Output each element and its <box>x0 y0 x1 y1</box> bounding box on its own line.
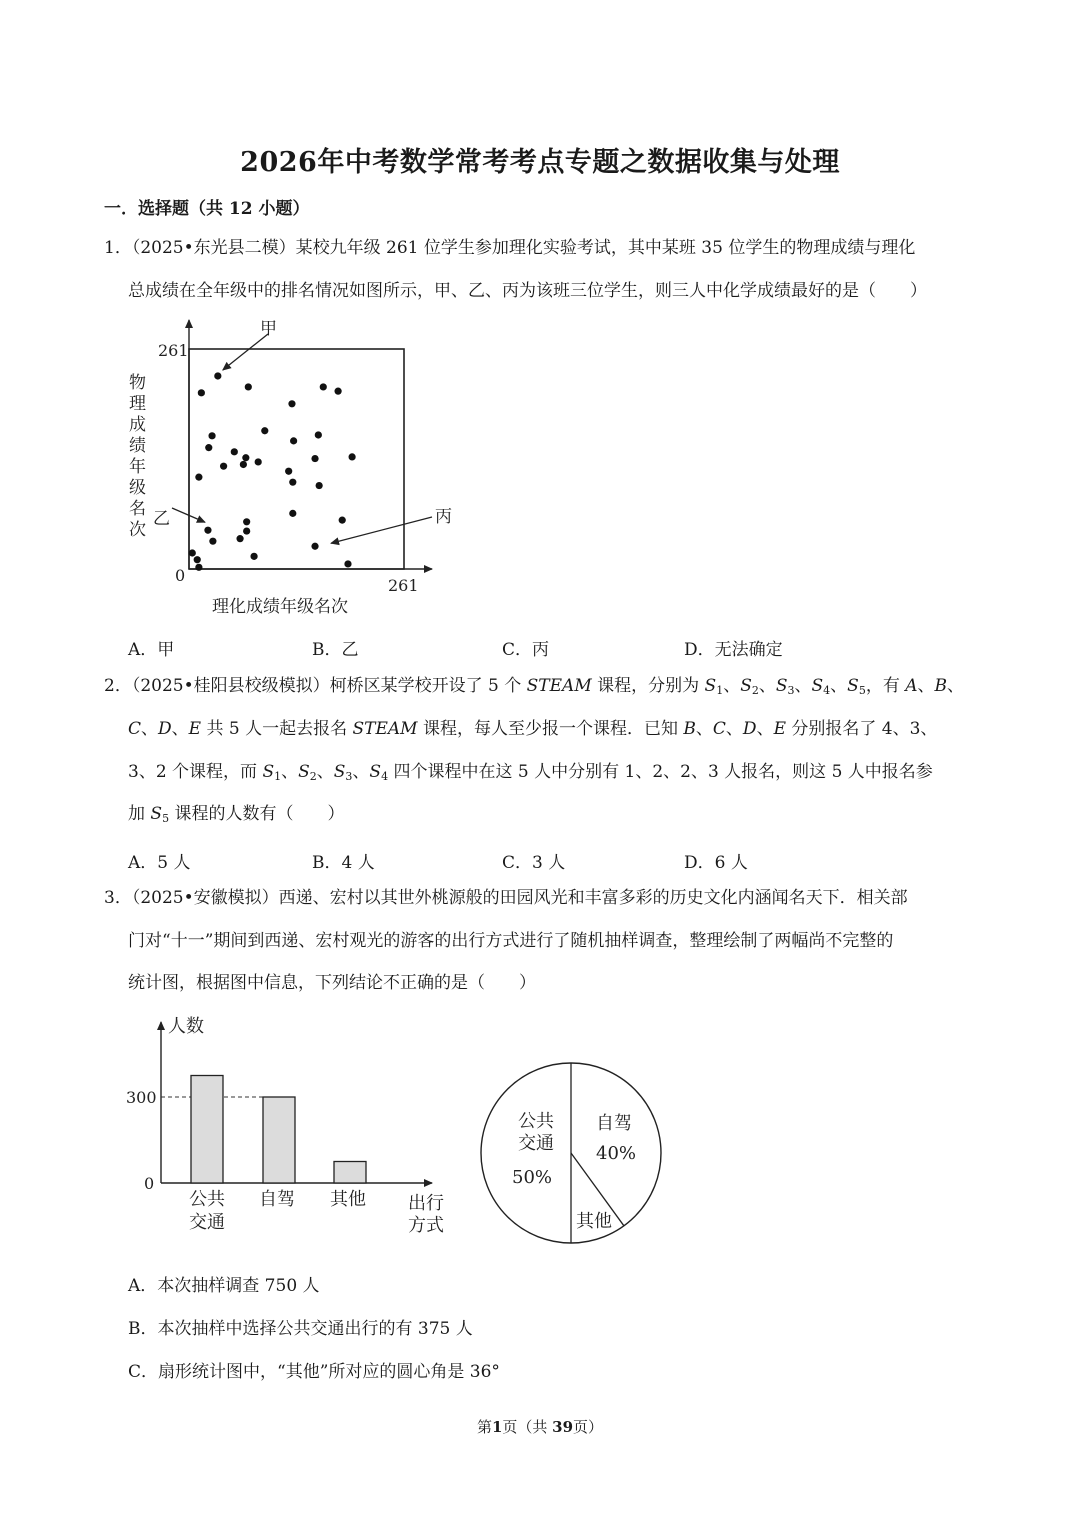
svg-text:年: 年 <box>129 457 146 477</box>
scatter-point <box>311 455 318 462</box>
svg-text:交通: 交通 <box>518 1133 554 1154</box>
scatter-point <box>339 517 346 524</box>
svg-text:人数: 人数 <box>168 1016 204 1037</box>
page-footer: 第1页（共 39页） <box>476 1418 604 1436</box>
current-page: 1 <box>491 1418 503 1436</box>
scatter-point <box>315 431 322 438</box>
scatter-point <box>245 383 252 390</box>
bar-chart-body <box>126 1016 444 1236</box>
question-3-line-1 <box>104 890 908 907</box>
bar-chart <box>120 1010 460 1240</box>
question-2-line-4: 加 $S_5$ 课程的人数有（ ） <box>128 804 345 825</box>
scatter-point <box>195 564 202 571</box>
svg-text:公共: 公共 <box>518 1111 554 1132</box>
question-text: 西递、宏村以其世外桃源般的田园风光和丰富多彩的历史文化内涵闻名天下．相关部 <box>278 888 908 908</box>
scatter-point <box>334 388 341 395</box>
scatter-point <box>250 553 257 560</box>
svg-text:物: 物 <box>129 373 146 393</box>
scatter-point <box>349 453 356 460</box>
svg-text:公共: 公共 <box>189 1189 225 1210</box>
question-number: 2． <box>104 676 132 696</box>
scatter-point <box>285 468 292 475</box>
scatter-point <box>220 463 227 470</box>
scatter-point <box>236 535 243 542</box>
question-text: 柯桥区某学校开设了 5 个 STEAM 课程，分别为 $S_1$、$S_2$、$S_3$、$S_4$、$S_5$，有 A、B、 <box>329 676 965 697</box>
pie-chart <box>470 1055 670 1255</box>
scatter-point <box>320 383 327 390</box>
scatter-point <box>243 518 250 525</box>
scatter-point <box>194 556 201 563</box>
scatter-axes <box>129 320 432 617</box>
bar <box>191 1076 223 1184</box>
question-number: 1． <box>104 238 132 258</box>
svg-text:自驾: 自驾 <box>259 1189 295 1210</box>
svg-text:0: 0 <box>144 1174 155 1193</box>
question-source: （2025•桂阳县校级模拟） <box>131 676 330 696</box>
option-b[interactable]: B．乙 <box>312 640 359 660</box>
scatter-point <box>242 454 249 461</box>
svg-text:出行: 出行 <box>408 1193 444 1214</box>
svg-text:300: 300 <box>126 1088 157 1107</box>
scatter-labels <box>153 319 452 543</box>
svg-text:50%: 50% <box>512 1167 553 1188</box>
scatter-point <box>311 543 318 550</box>
scatter-point <box>288 400 295 407</box>
question-2-line-3: 3、2 个课程，而 $S_1$、$S_2$、$S_3$、$S_4$ 四个课程中在这 5 人中分别有 1、2、2、3 人报名，则这 5 人中报名参 <box>128 762 933 783</box>
svg-text:成: 成 <box>129 415 146 435</box>
svg-text:261: 261 <box>158 341 189 360</box>
option-c[interactable]: C．扇形统计图中，“其他”所对应的圆心角是 36° <box>128 1362 500 1382</box>
question-1-line-2: 总成绩在全年级中的排名情况如图所示，甲、乙、丙为该班三位学生，则三人中化学成绩最好的是（ ） <box>128 281 927 301</box>
svg-text:乙: 乙 <box>153 509 170 529</box>
scatter-point <box>208 432 215 439</box>
svg-text:理化成绩年级名次: 理化成绩年级名次 <box>212 597 348 617</box>
scatter-point <box>344 560 351 567</box>
option-d[interactable]: D．无法确定 <box>684 640 783 660</box>
svg-text:甲: 甲 <box>260 319 277 339</box>
question-number: 3． <box>104 888 132 908</box>
scatter-point <box>214 372 221 379</box>
scatter-points <box>189 372 356 571</box>
question-2-line-1 <box>104 678 964 696</box>
scatter-point <box>289 479 296 486</box>
question-3-line-2: 门对“十一”期间到西递、宏村观光的游客的出行方式进行了随机抽样调查，整理绘制了两幅尚不完整的 <box>128 931 894 951</box>
option-c[interactable]: C．3 人 <box>502 853 566 873</box>
svg-text:0: 0 <box>175 566 186 585</box>
svg-text:261: 261 <box>388 576 419 595</box>
svg-text:交通: 交通 <box>189 1212 225 1233</box>
option-a[interactable]: A．本次抽样调查 750 人 <box>128 1276 320 1296</box>
svg-text:其他: 其他 <box>576 1211 612 1232</box>
question-source: （2025•东光县二模） <box>131 238 296 258</box>
question-text: 某校九年级 261 位学生参加理化实验考试，其中某班 35 位学生的物理成绩与理化 <box>295 238 916 258</box>
svg-text:自驾: 自驾 <box>596 1113 632 1134</box>
scatter-point <box>261 427 268 434</box>
svg-text:级: 级 <box>129 478 146 498</box>
svg-text:其他: 其他 <box>330 1189 366 1210</box>
scatter-point <box>316 482 323 489</box>
svg-text:丙: 丙 <box>435 507 452 527</box>
scatter-point <box>255 458 262 465</box>
scatter-point <box>195 474 202 481</box>
scatter-point <box>289 510 296 517</box>
scatter-point <box>189 549 196 556</box>
svg-text:绩: 绩 <box>129 436 146 456</box>
option-c[interactable]: C．丙 <box>502 640 550 660</box>
scatter-point <box>198 389 205 396</box>
scatter-point <box>231 448 238 455</box>
option-a[interactable]: A．甲 <box>128 640 175 660</box>
svg-text:理: 理 <box>129 394 146 414</box>
bar <box>334 1162 366 1184</box>
scatter-point <box>290 437 297 444</box>
svg-text:方式: 方式 <box>408 1215 444 1236</box>
scatter-point <box>243 527 250 534</box>
section-heading: 一．选择题（共 12 小题） <box>104 199 310 219</box>
option-b[interactable]: B．本次抽样中选择公共交通出行的有 375 人 <box>128 1319 473 1339</box>
total-pages: 39 <box>552 1418 574 1436</box>
question-2-line-2: C、D、E 共 5 人一起去报名 STEAM 课程，每人至少报一个课程．已知 B、C、D、E 分别报名了 4、3、 <box>128 719 938 739</box>
scatter-point <box>204 527 211 534</box>
svg-text:名: 名 <box>129 499 146 519</box>
scatter-point <box>240 461 247 468</box>
option-a[interactable]: A．5 人 <box>128 853 191 873</box>
question-1-line-1 <box>104 240 915 257</box>
pie-chart-body <box>481 1063 661 1243</box>
scatter-chart <box>120 312 460 622</box>
question-source: （2025•安徽模拟） <box>131 888 279 908</box>
option-d[interactable]: D．6 人 <box>684 853 748 873</box>
scatter-point <box>209 538 216 545</box>
svg-text:40%: 40% <box>596 1143 637 1164</box>
scatter-point <box>205 444 212 451</box>
page-title: 2026年中考数学常考考点专题之数据收集与处理 <box>240 147 840 178</box>
question-3-line-3: 统计图，根据图中信息，下列结论不正确的是（ ） <box>128 973 536 993</box>
bar <box>263 1097 295 1183</box>
option-b[interactable]: B．4 人 <box>312 853 375 873</box>
svg-text:次: 次 <box>129 520 146 540</box>
